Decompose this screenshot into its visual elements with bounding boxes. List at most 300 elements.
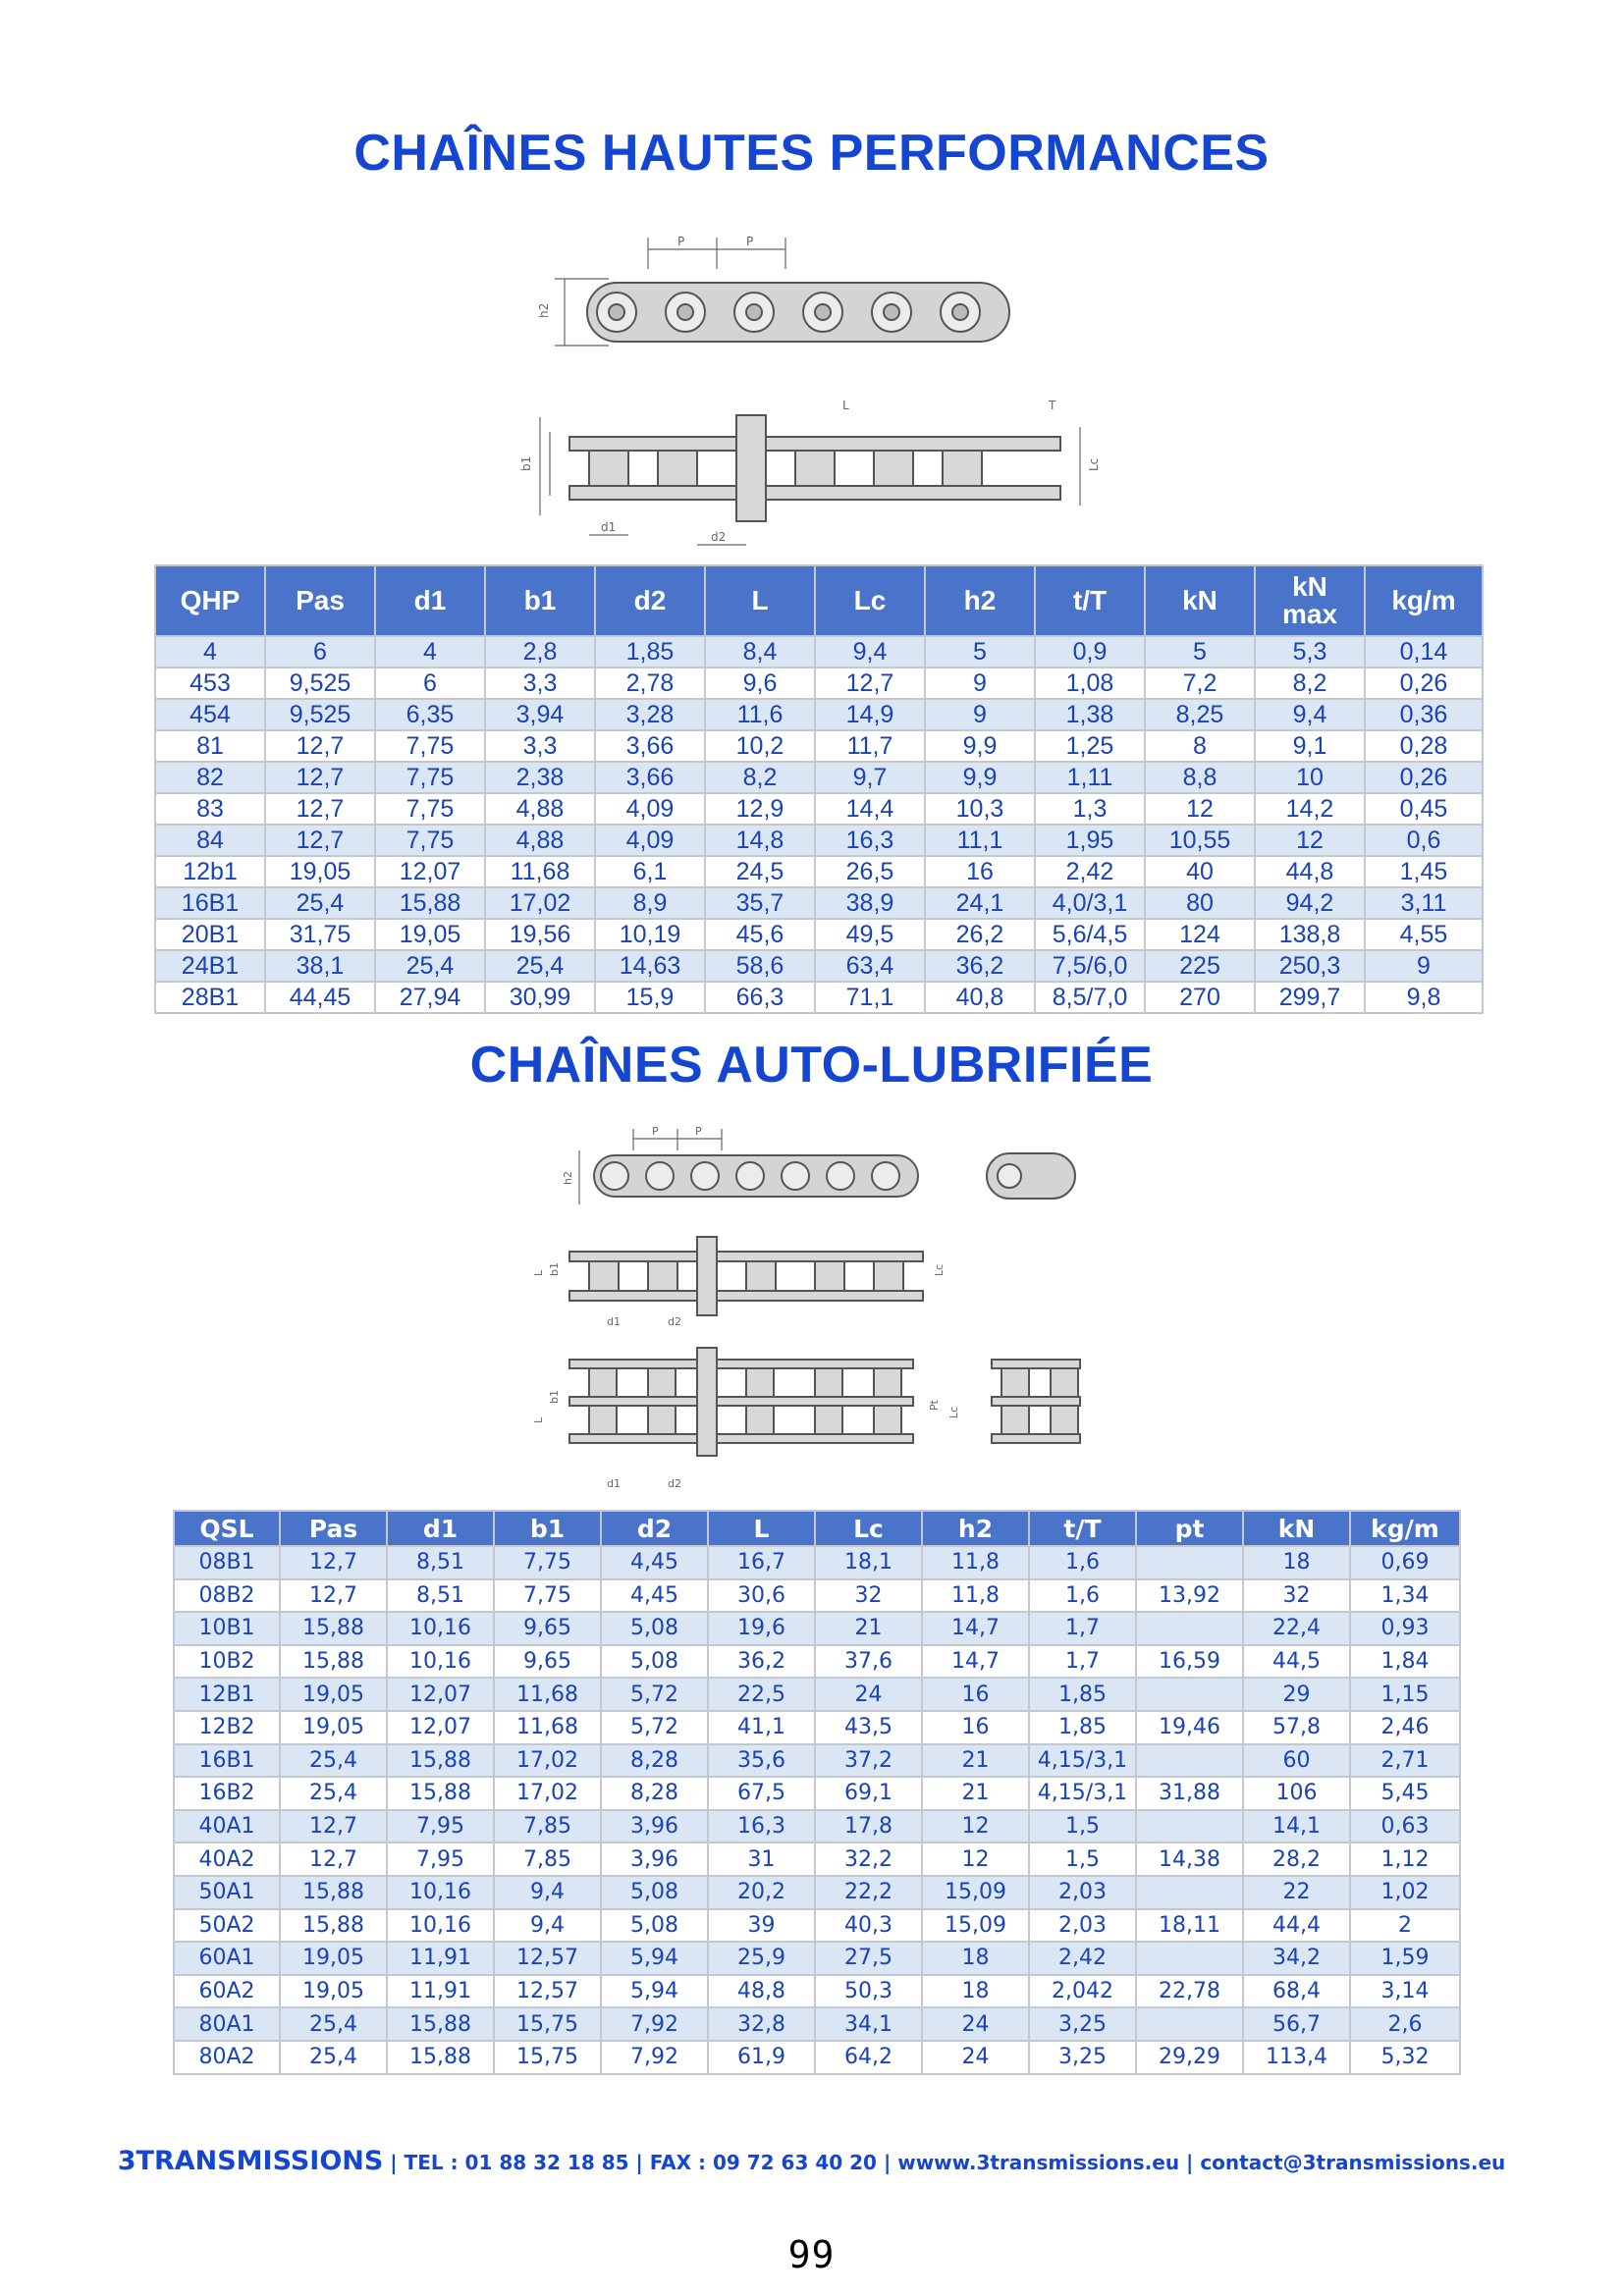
table1-cell: 19,05	[265, 856, 375, 887]
table1-cell: 14,2	[1255, 793, 1365, 825]
table-row	[174, 1711, 1460, 1744]
table1-cell: 0,28	[1365, 730, 1483, 762]
table1-cell: 17,02	[485, 887, 595, 919]
label-p3: P	[652, 1125, 659, 1138]
table2-cell: 14,7	[922, 1612, 1029, 1645]
table1-cell: 12,7	[265, 762, 375, 793]
table1-cell: 25,4	[375, 950, 485, 982]
table1-cell: 4	[155, 636, 265, 667]
label-lc-2: Lc	[933, 1263, 946, 1276]
table2-cell: 1,84	[1350, 1645, 1460, 1679]
table2-cell: 5,72	[601, 1711, 708, 1744]
table2-cell: 14,38	[1136, 1842, 1243, 1876]
table2-cell: 41,1	[708, 1711, 815, 1744]
table2-cell: 18,1	[815, 1546, 922, 1579]
table1-cell: 1,38	[1035, 699, 1145, 730]
table1-cell: 44,8	[1255, 856, 1365, 887]
table2-cell: 12,07	[387, 1711, 494, 1744]
table1-cell: 5,3	[1255, 636, 1365, 667]
table1-cell: 11,7	[815, 730, 925, 762]
table2-cell: 32	[815, 1579, 922, 1613]
table2-cell: 29	[1243, 1678, 1350, 1711]
table2-cell: 5,32	[1350, 2041, 1460, 2074]
table1-cell: 25,4	[265, 887, 375, 919]
table2-cell: 10,16	[387, 1909, 494, 1943]
chain-side-view-diagram	[530, 228, 1080, 360]
table1-cell: 4,55	[1365, 919, 1483, 950]
table1-cell: 58,6	[705, 950, 815, 982]
label-b1-2: b1	[548, 1262, 561, 1276]
table2-cell: 24	[922, 2007, 1029, 2041]
table1-cell: 0,26	[1365, 762, 1483, 793]
table2-cell: 15,75	[494, 2007, 601, 2041]
table-row	[155, 887, 1483, 919]
table1-cell: 10	[1255, 762, 1365, 793]
table2-cell: 15,88	[280, 1876, 387, 1909]
table2-cell: 32,8	[708, 2007, 815, 2041]
table1-cell: 12b1	[155, 856, 265, 887]
label-lc-3: Lc	[947, 1406, 960, 1418]
table1-cell: 225	[1145, 950, 1255, 982]
table2-header-cell: L	[708, 1511, 815, 1546]
table-row	[155, 762, 1483, 793]
table1-cell: 9	[925, 667, 1035, 699]
table2-cell: 25,9	[708, 1942, 815, 1975]
table2-cell	[1136, 1546, 1243, 1579]
table2-cell: 13,92	[1136, 1579, 1243, 1613]
table1-cell: 9,9	[925, 762, 1035, 793]
table2-cell: 08B1	[174, 1546, 280, 1579]
table2-cell: 19,05	[280, 1678, 387, 1711]
table2-cell: 8,51	[387, 1579, 494, 1613]
table-row	[155, 982, 1483, 1013]
table1-cell: 12,9	[705, 793, 815, 825]
table2-cell: 3,96	[601, 1842, 708, 1876]
table2-cell: 31,88	[1136, 1777, 1243, 1810]
chain-top-view-duplex-diagram	[520, 1330, 1109, 1492]
table1-cell: 94,2	[1255, 887, 1365, 919]
label-d2-3: d2	[668, 1477, 681, 1490]
table-row	[155, 667, 1483, 699]
table-row	[174, 1810, 1460, 1843]
high-performance-chains-table	[154, 564, 1484, 1014]
table2-cell: 8,28	[601, 1777, 708, 1810]
label-t: T	[1049, 399, 1056, 412]
table2-cell: 15,88	[280, 1645, 387, 1679]
table2-cell: 15,88	[387, 1744, 494, 1778]
table2-cell: 18	[922, 1942, 1029, 1975]
table2-cell: 7,85	[494, 1810, 601, 1843]
table-row	[174, 1942, 1460, 1975]
table2-cell: 11,8	[922, 1579, 1029, 1613]
table1-cell: 3,66	[595, 762, 705, 793]
table-row	[174, 1744, 1460, 1778]
table2-cell: 9,65	[494, 1645, 601, 1679]
table-row	[174, 1975, 1460, 2008]
table1-cell: 453	[155, 667, 265, 699]
table2-cell: 9,65	[494, 1612, 601, 1645]
table2-cell: 40,3	[815, 1909, 922, 1943]
table1-cell: 299,7	[1255, 982, 1365, 1013]
table1-cell: 8,9	[595, 887, 705, 919]
table1-cell: 9,8	[1365, 982, 1483, 1013]
table1-header-cell: kN max	[1255, 565, 1365, 636]
table1-cell: 24B1	[155, 950, 265, 982]
table2-cell: 15,09	[922, 1909, 1029, 1943]
table1-cell: 9	[925, 699, 1035, 730]
label-pt: Pt	[928, 1400, 941, 1411]
table2-cell: 106	[1243, 1777, 1350, 1810]
table2-cell: 11,91	[387, 1942, 494, 1975]
table1-cell: 14,9	[815, 699, 925, 730]
table1-cell: 1,3	[1035, 793, 1145, 825]
table2-cell: 12,57	[494, 1975, 601, 2008]
table2-cell: 22,2	[815, 1876, 922, 1909]
table2-cell: 25,4	[280, 1744, 387, 1778]
table2-cell: 0,69	[1350, 1546, 1460, 1579]
table2-cell: 3,25	[1029, 2041, 1136, 2074]
table2-cell: 9,4	[494, 1909, 601, 1943]
table1-cell: 28B1	[155, 982, 265, 1013]
table2-cell: 1,6	[1029, 1546, 1136, 1579]
table1-header-cell: L	[705, 565, 815, 636]
table2-cell: 17,02	[494, 1744, 601, 1778]
table2-cell: 17,02	[494, 1777, 601, 1810]
table2-cell: 19,6	[708, 1612, 815, 1645]
table-row	[155, 793, 1483, 825]
table1-cell: 3,66	[595, 730, 705, 762]
table1-cell: 7,75	[375, 730, 485, 762]
table2-cell: 12	[922, 1842, 1029, 1876]
table2-cell: 14,7	[922, 1645, 1029, 1679]
table2-cell: 5,08	[601, 1645, 708, 1679]
table2-cell: 12	[922, 1810, 1029, 1843]
table1-cell: 16	[925, 856, 1035, 887]
label-l-2: L	[532, 1269, 545, 1276]
table2-cell: 2,6	[1350, 2007, 1460, 2041]
table1-cell: 7,75	[375, 825, 485, 856]
table2-cell: 24	[922, 2041, 1029, 2074]
table2-cell: 1,5	[1029, 1810, 1136, 1843]
table2-cell: 2,03	[1029, 1876, 1136, 1909]
label-lc: Lc	[1087, 457, 1101, 471]
table2-cell: 43,5	[815, 1711, 922, 1744]
table2-cell: 1,12	[1350, 1842, 1460, 1876]
table2-header-cell: kN	[1243, 1511, 1350, 1546]
label-d2-2: d2	[668, 1315, 681, 1328]
table2-cell: 1,59	[1350, 1942, 1460, 1975]
table2-cell: 2,042	[1029, 1975, 1136, 2008]
table2-cell: 16B2	[174, 1777, 280, 1810]
table2-cell: 7,75	[494, 1546, 601, 1579]
table2-cell: 5,45	[1350, 1777, 1460, 1810]
table1-cell: 15,88	[375, 887, 485, 919]
table2-cell: 15,88	[387, 1777, 494, 1810]
table1-cell: 0,26	[1365, 667, 1483, 699]
table-row	[174, 1842, 1460, 1876]
table-row	[174, 2041, 1460, 2074]
table1-cell: 2,8	[485, 636, 595, 667]
table1-cell: 16,3	[815, 825, 925, 856]
table1-cell: 0,14	[1365, 636, 1483, 667]
table1-cell: 15,9	[595, 982, 705, 1013]
label-p1: P	[677, 235, 685, 248]
table2-cell: 48,8	[708, 1975, 815, 2008]
table2-cell: 12,7	[280, 1810, 387, 1843]
table2-cell: 35,6	[708, 1744, 815, 1778]
table2-cell: 30,6	[708, 1579, 815, 1613]
table1-cell: 7,2	[1145, 667, 1255, 699]
table-row	[155, 856, 1483, 887]
table2-cell: 5,08	[601, 1909, 708, 1943]
table2-cell: 11,68	[494, 1678, 601, 1711]
table1-cell: 2,38	[485, 762, 595, 793]
table2-cell: 34,1	[815, 2007, 922, 2041]
table2-cell: 60	[1243, 1744, 1350, 1778]
label-l: L	[842, 399, 849, 412]
table1-cell: 9,1	[1255, 730, 1365, 762]
table1-cell: 24,5	[705, 856, 815, 887]
table2-cell: 15,75	[494, 2041, 601, 2074]
table2-cell: 16B1	[174, 1744, 280, 1778]
table1-cell: 63,4	[815, 950, 925, 982]
table2-cell: 5,94	[601, 1942, 708, 1975]
table2-cell: 50A1	[174, 1876, 280, 1909]
table2-cell: 4,45	[601, 1579, 708, 1613]
table1-cell: 4,09	[595, 793, 705, 825]
table2-cell: 50,3	[815, 1975, 922, 2008]
footer-separator: |	[1179, 2151, 1201, 2174]
table2-header-cell: d2	[601, 1511, 708, 1546]
table2-cell: 32,2	[815, 1842, 922, 1876]
table1-cell: 7,5/6,0	[1035, 950, 1145, 982]
footer-brand: 3TRANSMISSIONS	[117, 2146, 384, 2176]
table2-cell: 50A2	[174, 1909, 280, 1943]
table2-cell: 2,03	[1029, 1909, 1136, 1943]
table1-header-row	[155, 565, 1483, 636]
table2-cell: 8,28	[601, 1744, 708, 1778]
table2-cell: 18	[1243, 1546, 1350, 1579]
table1-cell: 3,3	[485, 667, 595, 699]
table2-cell: 1,15	[1350, 1678, 1460, 1711]
table2-cell: 19,05	[280, 1711, 387, 1744]
table2-cell: 22,78	[1136, 1975, 1243, 2008]
table2-header-cell: b1	[494, 1511, 601, 1546]
table1-cell: 0,36	[1365, 699, 1483, 730]
table2-cell: 18,11	[1136, 1909, 1243, 1943]
table2-cell: 19,46	[1136, 1711, 1243, 1744]
table2-header-cell: t/T	[1029, 1511, 1136, 1546]
table1-cell: 81	[155, 730, 265, 762]
table1-cell: 1,95	[1035, 825, 1145, 856]
table1-cell: 1,08	[1035, 667, 1145, 699]
table2-cell: 69,1	[815, 1777, 922, 1810]
table1-cell: 26,2	[925, 919, 1035, 950]
table2-cell: 32	[1243, 1579, 1350, 1613]
table2-cell: 11,91	[387, 1975, 494, 2008]
table1-cell: 16B1	[155, 887, 265, 919]
table2-cell: 15,88	[387, 2007, 494, 2041]
chain-top-view-diagram	[511, 388, 1119, 560]
table1-cell: 1,45	[1365, 856, 1483, 887]
table1-header-cell: QHP	[155, 565, 265, 636]
table1-cell: 3,28	[595, 699, 705, 730]
table2-header-cell: h2	[922, 1511, 1029, 1546]
table2-cell: 2,71	[1350, 1744, 1460, 1778]
table2-cell: 14,1	[1243, 1810, 1350, 1843]
table1-cell: 26,5	[815, 856, 925, 887]
table2-cell: 31	[708, 1842, 815, 1876]
table2-cell: 8,51	[387, 1546, 494, 1579]
table1-cell: 9,4	[815, 636, 925, 667]
table1-cell: 8,8	[1145, 762, 1255, 793]
table2-cell: 11,68	[494, 1711, 601, 1744]
chain-side-view-diagram-2	[550, 1121, 1100, 1209]
table2-cell: 61,9	[708, 2041, 815, 2074]
table1-cell: 49,5	[815, 919, 925, 950]
table1-cell: 9,525	[265, 699, 375, 730]
table1-cell: 2,42	[1035, 856, 1145, 887]
table1-cell: 8,25	[1145, 699, 1255, 730]
table1-cell: 9	[1365, 950, 1483, 982]
table2-cell: 40A2	[174, 1842, 280, 1876]
table1-cell: 6	[375, 667, 485, 699]
table1-cell: 8,4	[705, 636, 815, 667]
table1-cell: 6,1	[595, 856, 705, 887]
table2-cell: 1,85	[1029, 1678, 1136, 1711]
table1-cell: 10,19	[595, 919, 705, 950]
table1-cell: 5,6/4,5	[1035, 919, 1145, 950]
table1-header-cell: kg/m	[1365, 565, 1483, 636]
footer-email-link[interactable]: contact@3transmissions.eu	[1200, 2151, 1506, 2174]
table2-cell: 11,8	[922, 1546, 1029, 1579]
table2-cell: 5,08	[601, 1612, 708, 1645]
table2-cell: 0,93	[1350, 1612, 1460, 1645]
table1-cell: 24,1	[925, 887, 1035, 919]
table1-cell: 1,11	[1035, 762, 1145, 793]
table2-cell: 39	[708, 1909, 815, 1943]
table2-cell: 15,09	[922, 1876, 1029, 1909]
table-row	[155, 919, 1483, 950]
table2-cell: 21	[922, 1777, 1029, 1810]
table1-cell: 25,4	[485, 950, 595, 982]
table2-cell: 1,7	[1029, 1645, 1136, 1679]
table2-cell: 2,46	[1350, 1711, 1460, 1744]
table2-cell: 10,16	[387, 1612, 494, 1645]
table2-cell: 56,7	[1243, 2007, 1350, 2041]
table2-header-cell: pt	[1136, 1511, 1243, 1546]
table1-cell: 8,2	[1255, 667, 1365, 699]
label-l-3: L	[532, 1416, 545, 1423]
table-row	[174, 1678, 1460, 1711]
table2-cell	[1136, 1744, 1243, 1778]
table1-cell: 45,6	[705, 919, 815, 950]
table2-cell: 10,16	[387, 1645, 494, 1679]
table1-cell: 9,7	[815, 762, 925, 793]
table2-cell: 1,7	[1029, 1612, 1136, 1645]
table2-header-cell: QSL	[174, 1511, 280, 1546]
label-p4: P	[695, 1125, 702, 1138]
table2-cell: 1,34	[1350, 1579, 1460, 1613]
title-high-performance-chains: CHAÎNES HAUTES PERFORMANCES	[353, 125, 1270, 182]
table2-cell: 37,2	[815, 1744, 922, 1778]
table1-cell: 12,7	[265, 730, 375, 762]
table1-cell: 30,99	[485, 982, 595, 1013]
table2-cell: 5,72	[601, 1678, 708, 1711]
table2-cell: 7,95	[387, 1842, 494, 1876]
table2-cell: 25,4	[280, 1777, 387, 1810]
table2-cell: 12,7	[280, 1579, 387, 1613]
table1-cell: 44,45	[265, 982, 375, 1013]
table1-cell: 12,7	[265, 793, 375, 825]
table2-cell: 15,88	[280, 1909, 387, 1943]
table1-cell: 7,75	[375, 762, 485, 793]
table1-cell: 270	[1145, 982, 1255, 1013]
table2-cell: 4,15/3,1	[1029, 1777, 1136, 1810]
label-h2: h2	[537, 302, 551, 318]
table1-cell: 12	[1145, 793, 1255, 825]
table2-cell: 16,59	[1136, 1645, 1243, 1679]
table1-cell: 8,2	[705, 762, 815, 793]
table2-cell: 37,6	[815, 1645, 922, 1679]
table1-cell: 12	[1255, 825, 1365, 856]
table1-header-cell: b1	[485, 565, 595, 636]
table1-cell: 7,75	[375, 793, 485, 825]
table2-cell: 2,42	[1029, 1942, 1136, 1975]
table2-cell: 67,5	[708, 1777, 815, 1810]
table-row	[174, 2007, 1460, 2041]
table2-cell: 20,2	[708, 1876, 815, 1909]
table1-cell: 6	[265, 636, 375, 667]
table2-cell: 60A1	[174, 1942, 280, 1975]
table1-cell: 8	[1145, 730, 1255, 762]
footer-website-link[interactable]: wwww.3transmissions.eu	[897, 2151, 1180, 2174]
table1-cell: 80	[1145, 887, 1255, 919]
table2-cell: 18	[922, 1975, 1029, 2008]
table1-header-cell: Pas	[265, 565, 375, 636]
table-row	[155, 730, 1483, 762]
table2-cell: 44,5	[1243, 1645, 1350, 1679]
table-row	[155, 699, 1483, 730]
table2-cell	[1136, 1612, 1243, 1645]
table2-cell	[1136, 1810, 1243, 1843]
table1-cell: 71,1	[815, 982, 925, 1013]
table1-cell: 2,78	[595, 667, 705, 699]
table1-cell: 0,6	[1365, 825, 1483, 856]
table-row	[174, 1909, 1460, 1943]
table2-cell: 3,14	[1350, 1975, 1460, 2008]
table2-cell: 24	[815, 1678, 922, 1711]
table2-cell: 1,5	[1029, 1842, 1136, 1876]
table2-cell: 3,25	[1029, 2007, 1136, 2041]
table2-header-row	[174, 1511, 1460, 1546]
label-d1: d1	[601, 520, 617, 534]
table1-cell: 38,1	[265, 950, 375, 982]
table2-cell: 10,16	[387, 1876, 494, 1909]
table1-cell: 83	[155, 793, 265, 825]
table2-cell: 27,5	[815, 1942, 922, 1975]
table1-cell: 14,4	[815, 793, 925, 825]
table2-cell: 40A1	[174, 1810, 280, 1843]
table1-cell: 0,9	[1035, 636, 1145, 667]
table1-header-cell: t/T	[1035, 565, 1145, 636]
label-b1-3: b1	[548, 1390, 561, 1404]
table-row	[174, 1876, 1460, 1909]
table-row	[174, 1579, 1460, 1613]
table2-cell: 1,85	[1029, 1711, 1136, 1744]
table1-cell: 5	[925, 636, 1035, 667]
table1-header-cell: d2	[595, 565, 705, 636]
